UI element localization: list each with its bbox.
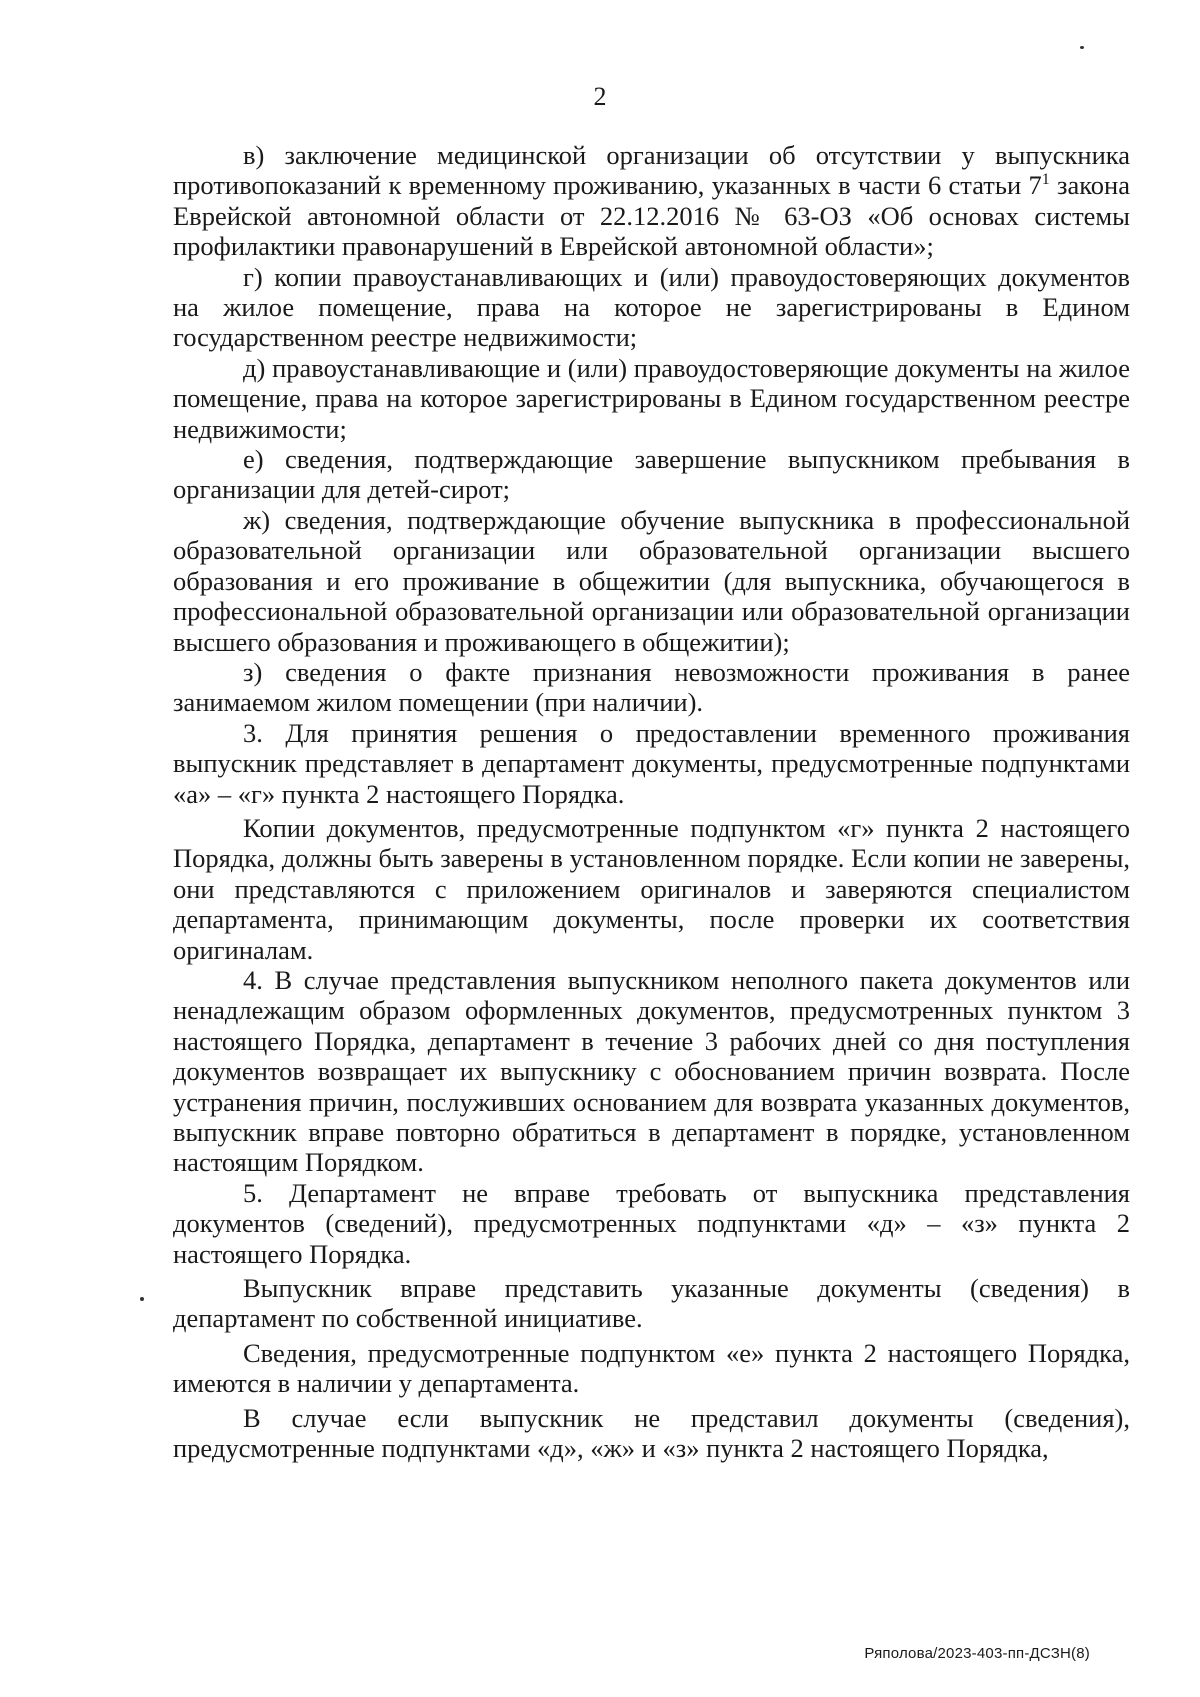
paragraph-item-e: е) сведения, подтверждающие завершение выпускником пребывания в организации для детей-сирот; [173, 444, 1130, 505]
paragraph-item-g: г) копии правоустанавливающих и (или) правоудостоверяющих документов на жилое помещение, права на которое не зарегистрированы в Едином государственном реестре недвижимости; [173, 261, 1130, 353]
scan-speck [140, 1297, 144, 1301]
superscript: 1 [1041, 171, 1050, 189]
scan-speck [1080, 46, 1084, 49]
paragraph-point-5-not-submitted: В случае если выпускник не представил документы (сведения), предусмотренные подпунктами «д», «ж» и «з» пункта 2 настоящего Порядка, [173, 1402, 1130, 1464]
paragraph-point-4: 4. В случае представления выпускником неполного пакета документов или ненадлежащим образом оформленных документов, предусмотренных пунктом 3 настоящего Порядка, департамент в течение 3 рабочих дней со дня поступления документов возвращает их выпускнику с обоснованием причин возврата. После устранения причин, послуживших основанием для возврата указанных документов, выпускник вправе повторно обратиться в департамент в порядке, установленном настоящим Порядком. [173, 964, 1130, 1178]
paragraph-point-5: 5. Департамент не вправе требовать от выпускника представления документов (сведений), предусмотренных подпунктами «д» – «з» пункта 2 настоящего Порядка. [173, 1177, 1130, 1269]
page-number: 2 [593, 82, 607, 111]
paragraph-item-v [173, 140, 1130, 262]
paragraph-point-3: 3. Для принятия решения о предоставлении временного проживания выпускник представляет в департамент документы, предусмотренные подпунктами «а» – «г» пункта 2 настоящего Порядка. [173, 717, 1130, 809]
paragraph-item-d: д) правоустанавливающие и (или) правоудостоверяющие документы на жилое помещение, права на которое зарегистрированы в Едином государственном реестре недвижимости; [173, 352, 1130, 444]
document-body [173, 140, 1130, 1463]
document-reference-id: Ряполова/2023-403-пп-ДСЗН(8) [864, 1645, 1090, 1662]
paragraph-point-5-initiative: Выпускник вправе представить указанные документы (сведения) в департамент по собственной инициативе. [173, 1273, 1130, 1334]
paragraph-point-3-copies: Копии документов, предусмотренные подпунктом «г» пункта 2 настоящего Порядка, должны быть заверены в установленном порядке. Если копии не заверены, они представляются с приложением оригиналов и заверяются специалистом департамента, принимающим документы, после проверки их соответствия оригиналам. [173, 812, 1130, 965]
paragraph-point-5-available: Сведения, предусмотренные подпунктом «е» пункта 2 настоящего Порядка, имеются в наличии у департамента. [173, 1337, 1130, 1399]
paragraph-text: в) заключение медицинской организации об отсутствии у выпускника противопоказаний к временному проживанию, указанных в части 6 статьи 7 [173, 140, 1130, 201]
paragraph-text-tail: закона Еврейской автономной области от 22.12.2016 № 63-ОЗ «Об основах системы профилактики правонарушений в Еврейской автономной области»; [173, 170, 1130, 262]
paragraph-item-zh: ж) сведения, подтверждающие обучение выпускника в профессиональной образовательной организации или образовательной организации высшего образования и его проживание в общежитии (для выпускника, обучающегося в профессиональной образовательной организации или образовательной организации высшего образования и проживающего в общежитии); [173, 504, 1130, 657]
paragraph-item-z: з) сведения о факте признания невозможности проживания в ранее занимаемом жилом помещении (при наличии). [173, 656, 1130, 718]
